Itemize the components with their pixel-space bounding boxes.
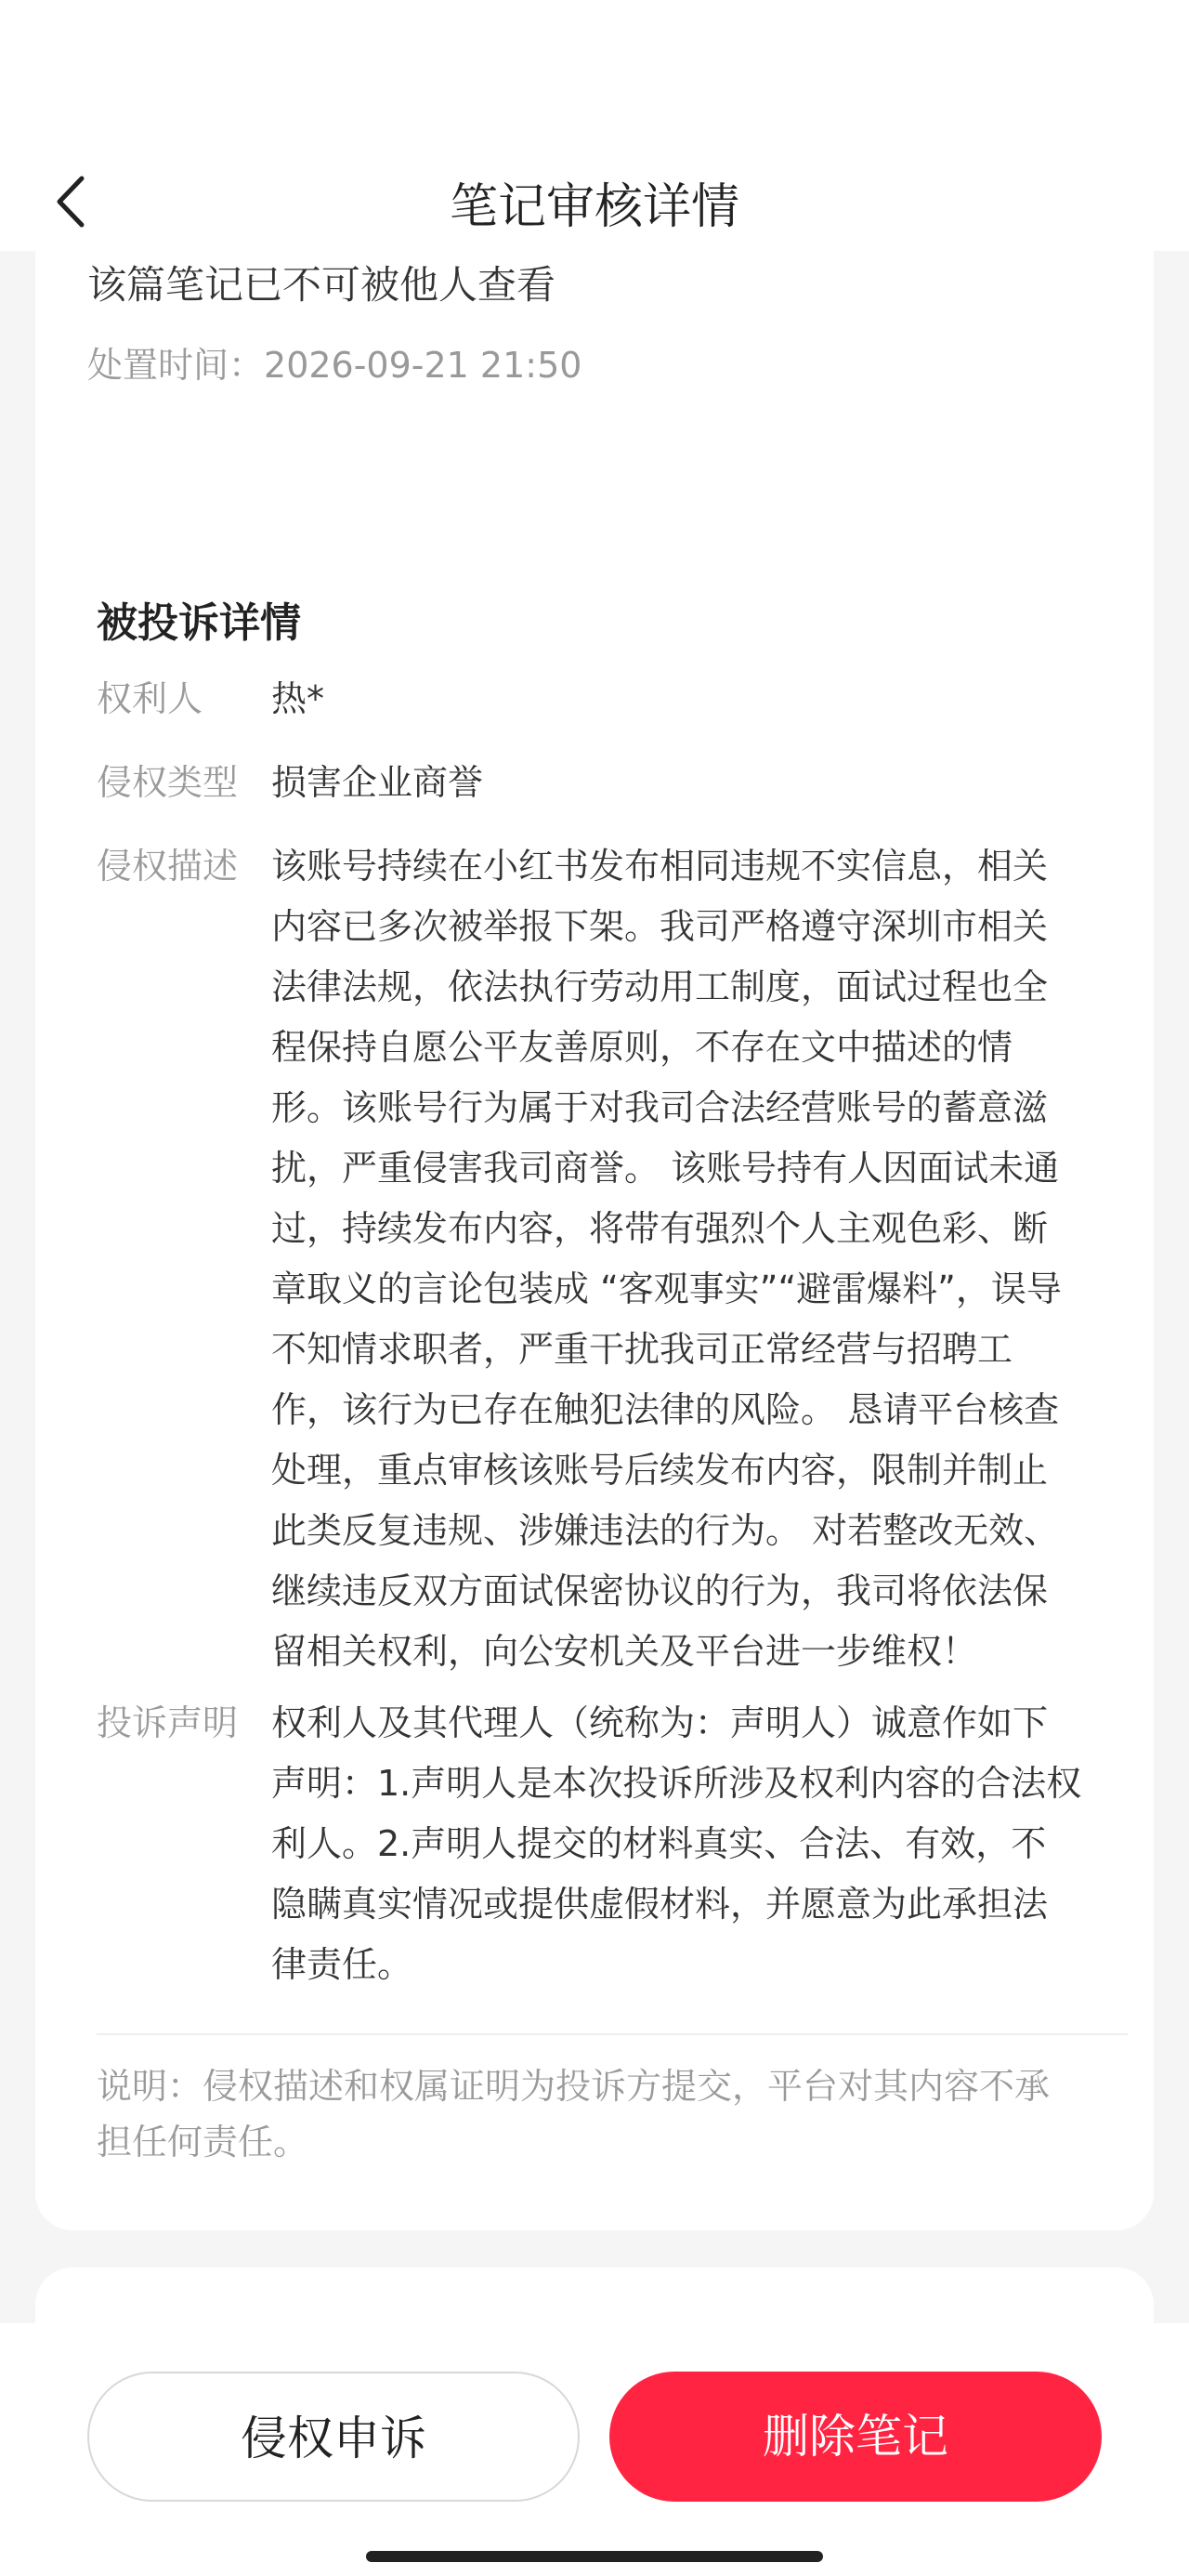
disposal-time-value: 2026-09-21 21:50: [264, 345, 582, 386]
home-indicator[interactable]: [366, 2551, 823, 2562]
desc-line: 扰，严重侵害我司商誉。 该账号持有人因面试未通: [271, 1148, 1060, 1189]
note-line: 担任何责任。: [97, 2122, 309, 2162]
row-value: 损害企业商誉: [271, 762, 484, 803]
desc-line: 不知情求职者，严重干扰我司正常经营与招聘工: [271, 1329, 1013, 1370]
desc-line: 此类反复违规、涉嫌违法的行为。 对若整改无效、: [271, 1510, 1060, 1551]
row-label: 侵权描述: [97, 846, 239, 887]
delete-note-button[interactable]: 删除笔记: [609, 2372, 1102, 2502]
disposal-time: [87, 336, 581, 388]
divider: [97, 2033, 1128, 2035]
row-rights-holder: [97, 669, 1128, 729]
row-label: 侵权类型: [97, 762, 239, 803]
desc-line: 过，持续发布内容，将带有强烈个人主观色彩、断: [271, 1208, 1049, 1249]
note-line: 说明：侵权描述和权属证明为投诉方提交，平台对其内容不承: [97, 2066, 1051, 2107]
desc-line: 继续违反双方面试保密协议的行为，我司将依法保: [271, 1571, 1049, 1611]
desc-line: 处理，重点审核该账号后续发布内容，限制并制止: [271, 1450, 1049, 1491]
row-value: [271, 836, 1128, 1682]
row-value: [271, 1693, 1128, 1995]
statement-line: 权利人及其代理人（统称为：声明人）诚意作如下: [271, 1702, 1049, 1743]
row-value: 热*: [271, 678, 325, 719]
appeal-button[interactable]: 侵权申诉: [87, 2372, 580, 2502]
desc-line: 法律法规，依法执行劳动用工制度，面试过程也全: [271, 966, 1049, 1007]
desc-line: 内容已多次被举报下架。我司严格遵守深圳市相关: [271, 906, 1049, 947]
desc-line: 留相关权利，向公安机关及平台进一步维权！: [271, 1631, 978, 1672]
disposal-time-label: 处置时间：: [87, 345, 265, 386]
statement-line: 隐瞒真实情况或提供虚假材料，并愿意为此承担法: [271, 1884, 1049, 1925]
row-label: 权利人: [97, 678, 203, 719]
page-title: 笔记审核详情: [449, 179, 739, 235]
disposal-result: 该篇笔记已不可被他人查看: [87, 262, 556, 308]
desc-line: 形。该账号行为属于对我司合法经营账号的蓄意滋: [271, 1087, 1049, 1128]
disclaimer-note: [97, 2058, 1128, 2170]
content-scroll[interactable]: [0, 251, 1189, 2323]
statement-line: 利人。2.声明人提交的材料真实、合法、有效，不: [271, 1823, 1047, 1864]
desc-line: 作，该行为已存在触犯法律的风险。 恳请平台核查: [271, 1389, 1060, 1430]
row-infringement-description: [97, 836, 1128, 1682]
desc-line: 章取义的言论包装成 “客观事实”“避雷爆料”，误导: [271, 1268, 1062, 1309]
desc-line: 该账号持续在小红书发布相同违规不实信息，相关: [271, 846, 1049, 887]
row-complaint-statement: [97, 1693, 1128, 1995]
complaint-title: 被投诉详情: [97, 599, 301, 647]
desc-line: 程保持自愿公平友善原则，不存在文中描述的情: [271, 1027, 1013, 1068]
nav-bar: [0, 149, 1189, 251]
statement-line: 律责任。: [271, 1944, 413, 1985]
row-label: 投诉声明: [97, 1702, 239, 1743]
bottom-action-bar: [0, 2323, 1189, 2576]
complaint-card: [35, 530, 1154, 2230]
row-infringement-type: [97, 753, 1128, 813]
statement-line: 声明：1.声明人是本次投诉所涉及权利内容的合法权: [271, 1763, 1082, 1804]
